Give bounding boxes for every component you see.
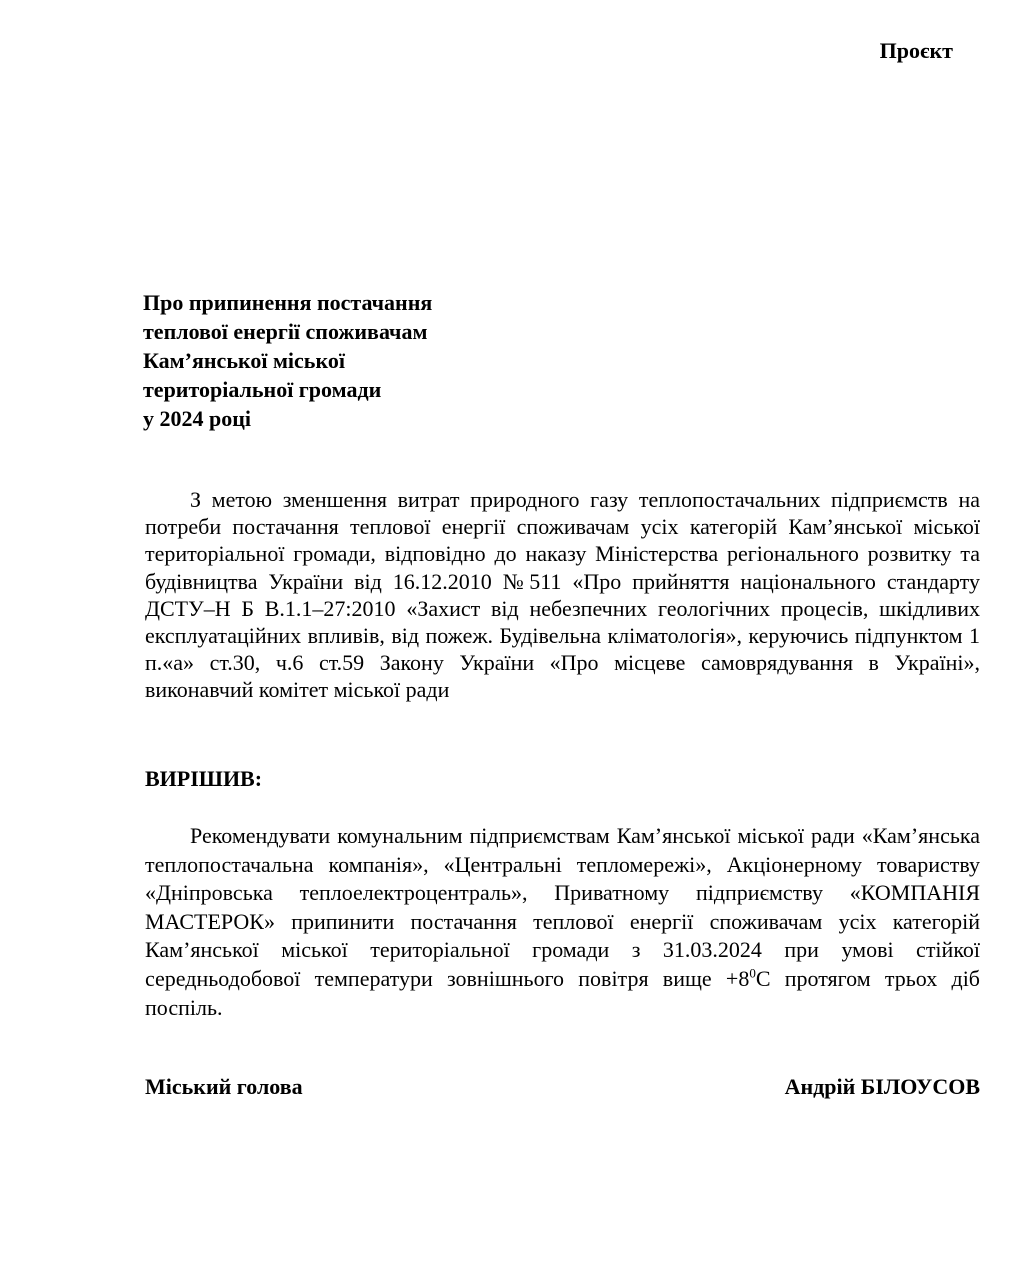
title-line: Кам’янської міської — [143, 348, 345, 373]
signer-position: Міський голова — [145, 1074, 303, 1099]
preamble-paragraph: З метою зменшення витрат природного газу теплопостачальних підприємств на потреби постачання теплової енергії споживачам усіх категорій Кам’янської міської територіальної громади, відповідно до наказу Міністерства регіонального розвитку та будівництва України від 16.12.2010 №511 «Про прийняття національного стандарту ДСТУ–Н Б В.1.1–27:2010 «Захист від небезпечних геологічних процесів, шкідливих експлуатаційних впливів, від пожеж. Будівельна кліматологія», керуючись підпунктом 1 п.«а» ст.30, ч.6 ст.59 Закону України «Про місцеве самоврядування в Україні», виконавчий комітет міської ради — [145, 487, 980, 703]
degree-mark: 0 — [749, 965, 756, 981]
resolution-paragraph — [145, 822, 980, 1022]
resolution-text: Рекомендувати комунальним підприємствам Кам’янської міської ради «Кам’янська теплопостачальна компанія», «Центральні тепломережі», Акціонерному товариству «Дніпровська теплоелектроцентраль», Приватному підприємству «КОМПАНІЯ МАСТЕРОК» припинити постачання теплової енергії споживачам усіх категорій Кам’янської міської територіальної громади з 31.03.2024 при умові стійкої середньодобової температури зовнішнього повітря вище +8 — [145, 823, 980, 991]
signer-name: Андрій БІЛОУСОВ — [784, 1074, 980, 1099]
decided-heading: ВИРІШИВ: — [145, 766, 263, 791]
title-line: Про припинення постачання — [143, 290, 433, 315]
title-line: у 2024 році — [143, 406, 252, 431]
draft-mark: Проєкт — [879, 38, 953, 63]
title-line: теплової енергії споживачам — [143, 319, 428, 344]
resolution-text-end: С протягом трьох діб поспіль. — [145, 965, 980, 1020]
title-line: територіальної громади — [143, 377, 382, 402]
document-title — [143, 288, 563, 433]
